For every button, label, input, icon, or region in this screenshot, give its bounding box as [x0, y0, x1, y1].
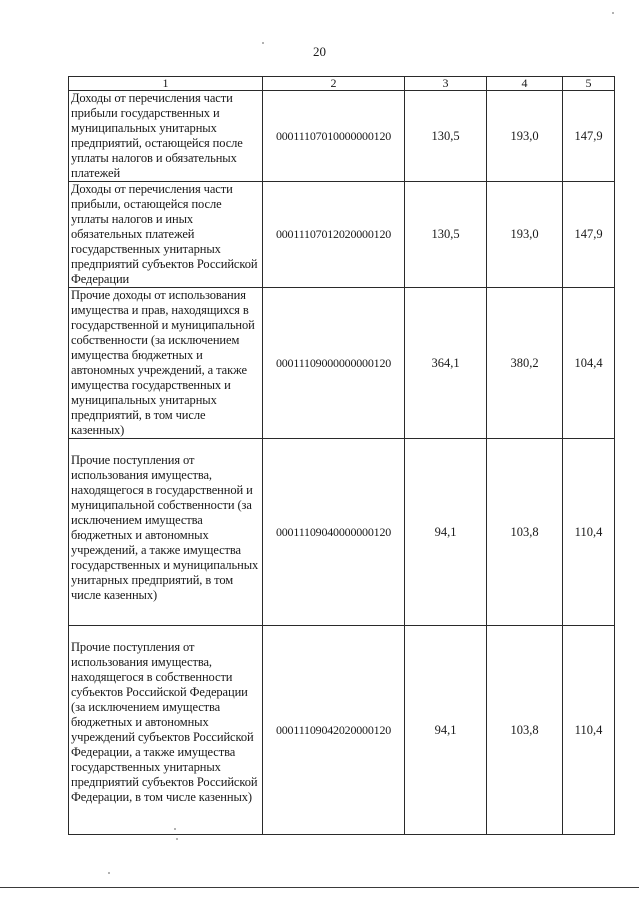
row-code: 00011109000000000120	[263, 288, 405, 439]
row-description: Прочие доходы от использования имущества и прав, находящихся в государственной и муниципальной собственности (за исключением имущества бюджетных и автономных учреждений, а также имущества государственных и муниципальных унитарных предприятий, в том числе казенных)	[69, 288, 263, 439]
scan-speck	[612, 12, 614, 14]
table-row	[69, 91, 615, 182]
column-header-5: 5	[563, 77, 615, 91]
scan-speck	[176, 838, 178, 840]
row-code: 00011107010000000120	[263, 91, 405, 182]
row-value-col3: 94,1	[405, 626, 487, 835]
row-code: 00011109040000000120	[263, 439, 405, 626]
row-value-col3: 94,1	[405, 439, 487, 626]
table-row	[69, 182, 615, 288]
row-value-col4: 103,8	[487, 439, 563, 626]
column-header-3: 3	[405, 77, 487, 91]
row-value-col3: 364,1	[405, 288, 487, 439]
row-value-col4: 193,0	[487, 182, 563, 288]
header-row	[69, 77, 615, 91]
scan-speck	[262, 42, 264, 44]
page-number: 20	[313, 44, 326, 59]
revenue-table	[68, 76, 615, 835]
row-code: 00011107012020000120	[263, 182, 405, 288]
table-row	[69, 439, 615, 626]
column-header-2: 2	[263, 77, 405, 91]
table-row	[69, 288, 615, 439]
row-value-col5: 110,4	[563, 439, 615, 626]
scan-speck	[174, 828, 176, 830]
column-header-1: 1	[69, 77, 263, 91]
row-code: 00011109042020000120	[263, 626, 405, 835]
page-bottom-edge	[0, 887, 639, 888]
scan-speck	[108, 872, 110, 874]
row-value-col4: 103,8	[487, 626, 563, 835]
table-row	[69, 626, 615, 835]
row-value-col5: 147,9	[563, 182, 615, 288]
row-value-col5: 110,4	[563, 626, 615, 835]
row-value-col4: 193,0	[487, 91, 563, 182]
row-value-col4: 380,2	[487, 288, 563, 439]
row-description: Прочие поступления от использования имущества, находящегося в государственной и муниципальной собственности (за исключением имущества бюджетных и автономных учреждений, а также имущества государственных и муниципальных унитарных предприятий, в том числе казенных)	[69, 439, 263, 626]
row-value-col5: 147,9	[563, 91, 615, 182]
row-value-col5: 104,4	[563, 288, 615, 439]
row-description: Прочие поступления от использования имущества, находящегося в собственности субъектов Российской Федерации (за исключением имущества бюджетных и автономных учреждений субъектов Российской Федерации, а также имущества государственных унитарных предприятий субъектов Российской Федерации, в том числе казенных)	[69, 626, 263, 835]
row-value-col3: 130,5	[405, 182, 487, 288]
row-description: Доходы от перечисления части прибыли, остающейся после уплаты налогов и иных обязательных платежей государственных унитарных предприятий субъектов Российской Федерации	[69, 182, 263, 288]
row-value-col3: 130,5	[405, 91, 487, 182]
column-header-4: 4	[487, 77, 563, 91]
row-description: Доходы от перечисления части прибыли государственных и муниципальных унитарных предприятий, остающейся после уплаты налогов и обязательных платежей	[69, 91, 263, 182]
